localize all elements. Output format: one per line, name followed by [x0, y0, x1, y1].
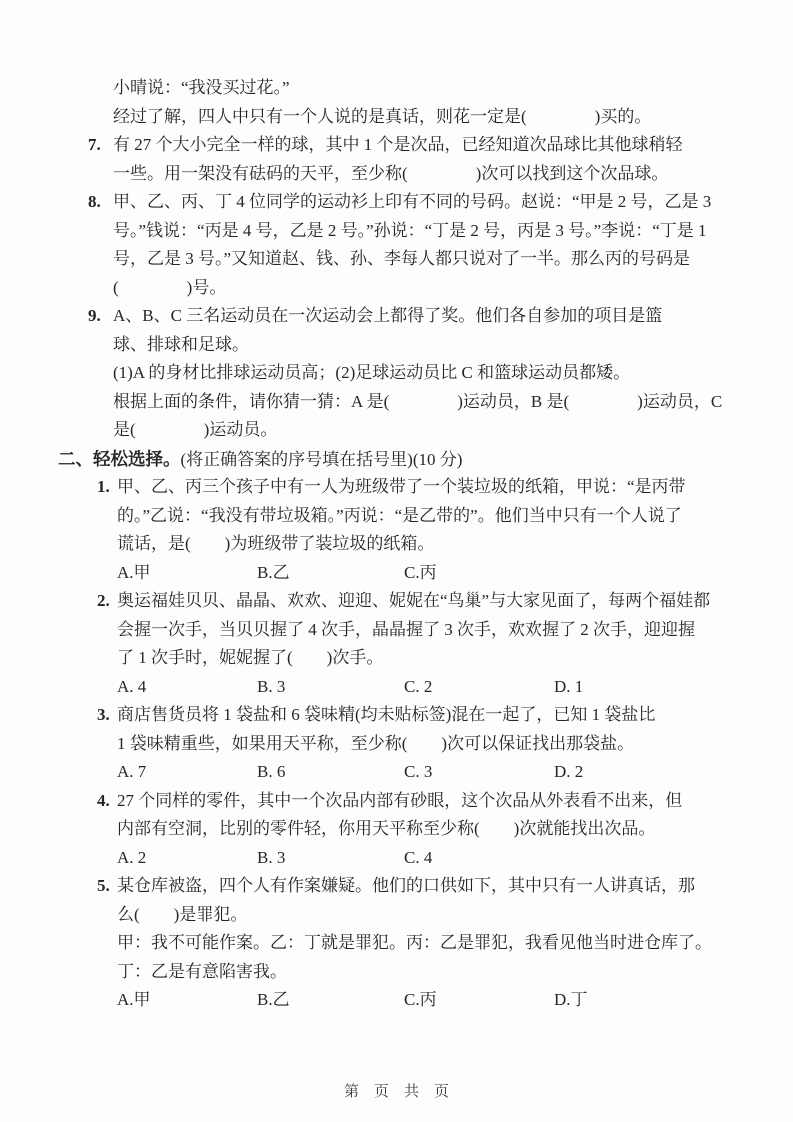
choice-question-4-options: [0, 844, 793, 873]
question-8: [0, 188, 793, 302]
question-8-line-3: 号，乙是 3 号。”又知道赵、钱、孙、李每人都只说对了一半。那么丙的号码是: [113, 249, 691, 268]
question-7-number: 7.: [88, 135, 101, 154]
choice-question-1-options: [0, 559, 793, 588]
option-b: B.乙: [257, 990, 290, 1009]
choice-question-5-number: 5.: [97, 876, 110, 895]
option-c: C. 2: [404, 676, 433, 696]
choice-question-4-number: 4.: [97, 790, 110, 810]
choice-question-1-number: 1.: [97, 477, 110, 496]
choice-question-2-number: 2.: [97, 591, 110, 610]
question-7: [0, 131, 793, 188]
question-7-line-2: 一些。用一架没有砝码的天平，至少称( )次可以找到这个次品球。: [113, 163, 669, 183]
option-a: A. 7: [117, 762, 147, 781]
option-c: C. 3: [404, 762, 433, 781]
choice-question-3-line-1: 商店售货员将 1 袋盐和 6 袋味精(均未贴标签)混在一起了，已知 1 袋盐比: [117, 705, 656, 724]
choice-question-5-line-2: 么( )是罪犯。: [117, 904, 248, 924]
choice-question-2-line-3: 了 1 次手时，妮妮握了( )次手。: [117, 648, 384, 667]
question-8-number: 8.: [88, 192, 101, 211]
option-a: A. 4: [117, 676, 147, 696]
option-d: D.丁: [554, 990, 588, 1009]
question-9-line-3: (1)A 的身材比排球运动员高；(2)足球运动员比 C 和篮球运动员都矮。: [113, 363, 631, 382]
choice-question-1-line-2: 的。”乙说：“我没有带垃圾箱。”丙说：“是乙带的”。他们当中只有一个人说了: [117, 505, 682, 525]
option-b: B. 3: [257, 676, 286, 696]
page-content: [0, 74, 793, 1015]
q6-continuation-line-1: 小晴说：“我没买过花。”: [113, 78, 290, 97]
choice-question-3-number: 3.: [97, 705, 110, 724]
choice-question-5-line-1: 某仓库被盗，四个人有作案嫌疑。他们的口供如下，其中只有一人讲真话，那: [117, 876, 695, 895]
option-a: A.甲: [117, 990, 151, 1009]
choice-question-5-line-4: 丁：乙是有意陷害我。: [117, 961, 287, 981]
choice-question-2: [0, 587, 793, 701]
q6-continuation-line-2: 经过了解，四人中只有一个人说的是真话，则花一定是( )买的。: [113, 106, 652, 126]
section-2-instructions: (将正确答案的序号填在括号里)(10 分): [180, 449, 463, 469]
question-9-number: 9.: [88, 306, 101, 325]
question-8-line-2: 号。”钱说：“丙是 4 号，乙是 2 号。”孙说：“丁是 2 号，丙是 3 号。”李说：“丁是 1: [113, 220, 707, 240]
page-footer: 第 页 共 页: [343, 1083, 449, 1100]
option-a: A.甲: [117, 562, 151, 582]
choice-question-3: [0, 701, 793, 787]
question-9-line-5: 是( )运动员。: [113, 420, 278, 439]
choice-question-4: [0, 787, 793, 873]
choice-question-2-options: [0, 673, 793, 702]
choice-question-1-line-3: 谎话，是( )为班级带了装垃圾的纸箱。: [117, 534, 435, 553]
choice-question-5: [0, 872, 793, 1015]
section-2-heading: [0, 445, 793, 474]
choice-question-1: [0, 473, 793, 587]
option-c: C. 4: [404, 847, 433, 867]
option-b: B. 3: [257, 847, 286, 867]
question-9-line-2: 球、排球和足球。: [113, 334, 249, 354]
option-c: C.丙: [404, 562, 437, 582]
option-c: C.丙: [404, 990, 437, 1009]
question-9-line-4: 根据上面的条件，请你猜一猜：A 是( )运动员，B 是( )运动员，C: [113, 391, 723, 411]
question-7-line-1: 有 27 个大小完全一样的球，其中 1 个是次品，已经知道次品球比其他球稍轻: [113, 135, 683, 154]
option-a: A. 2: [117, 847, 147, 867]
question-9: [0, 302, 793, 445]
choice-question-4-line-1: 27 个同样的零件，其中一个次品内部有砂眼，这个次品从外表看不出来，但: [117, 790, 683, 810]
choice-question-5-options: [0, 986, 793, 1015]
choice-question-5-line-3: 甲：我不可能作案。乙：丁就是罪犯。丙：乙是罪犯，我看见他当时进仓库了。: [117, 933, 712, 952]
question-8-line-1: 甲、乙、丙、丁 4 位同学的运动衫上印有不同的号码。赵说：“甲是 2 号，乙是 3: [113, 192, 712, 211]
option-d: D. 2: [554, 762, 584, 781]
choice-question-2-line-1: 奥运福娃贝贝、晶晶、欢欢、迎迎、妮妮在“鸟巢”与大家见面了，每两个福娃都: [117, 591, 711, 610]
option-d: D. 1: [554, 676, 584, 696]
option-b: B. 6: [257, 762, 286, 781]
choice-question-1-line-1: 甲、乙、丙三个孩子中有一人为班级带了一个装垃圾的纸箱，甲说：“是丙带: [117, 477, 686, 496]
choice-question-2-line-2: 会握一次手，当贝贝握了 4 次手，晶晶握了 3 次手，欢欢握了 2 次手，迎迎握: [117, 619, 695, 639]
choice-question-3-options: [0, 758, 793, 787]
question-9-line-1: A、B、C 三名运动员在一次运动会上都得了奖。他们各自参加的项目是篮: [113, 306, 663, 325]
choice-question-3-line-2: 1 袋味精重些，如果用天平称，至少称( )次可以保证找出那袋盐。: [117, 733, 635, 753]
section-2-title: 二、轻松选择。: [58, 448, 181, 469]
option-b: B.乙: [257, 562, 290, 582]
question-8-line-4: ( )号。: [113, 277, 227, 297]
choice-question-4-line-2: 内部有空洞，比别的零件轻，你用天平称至少称( )次就能找出次品。: [117, 819, 656, 838]
